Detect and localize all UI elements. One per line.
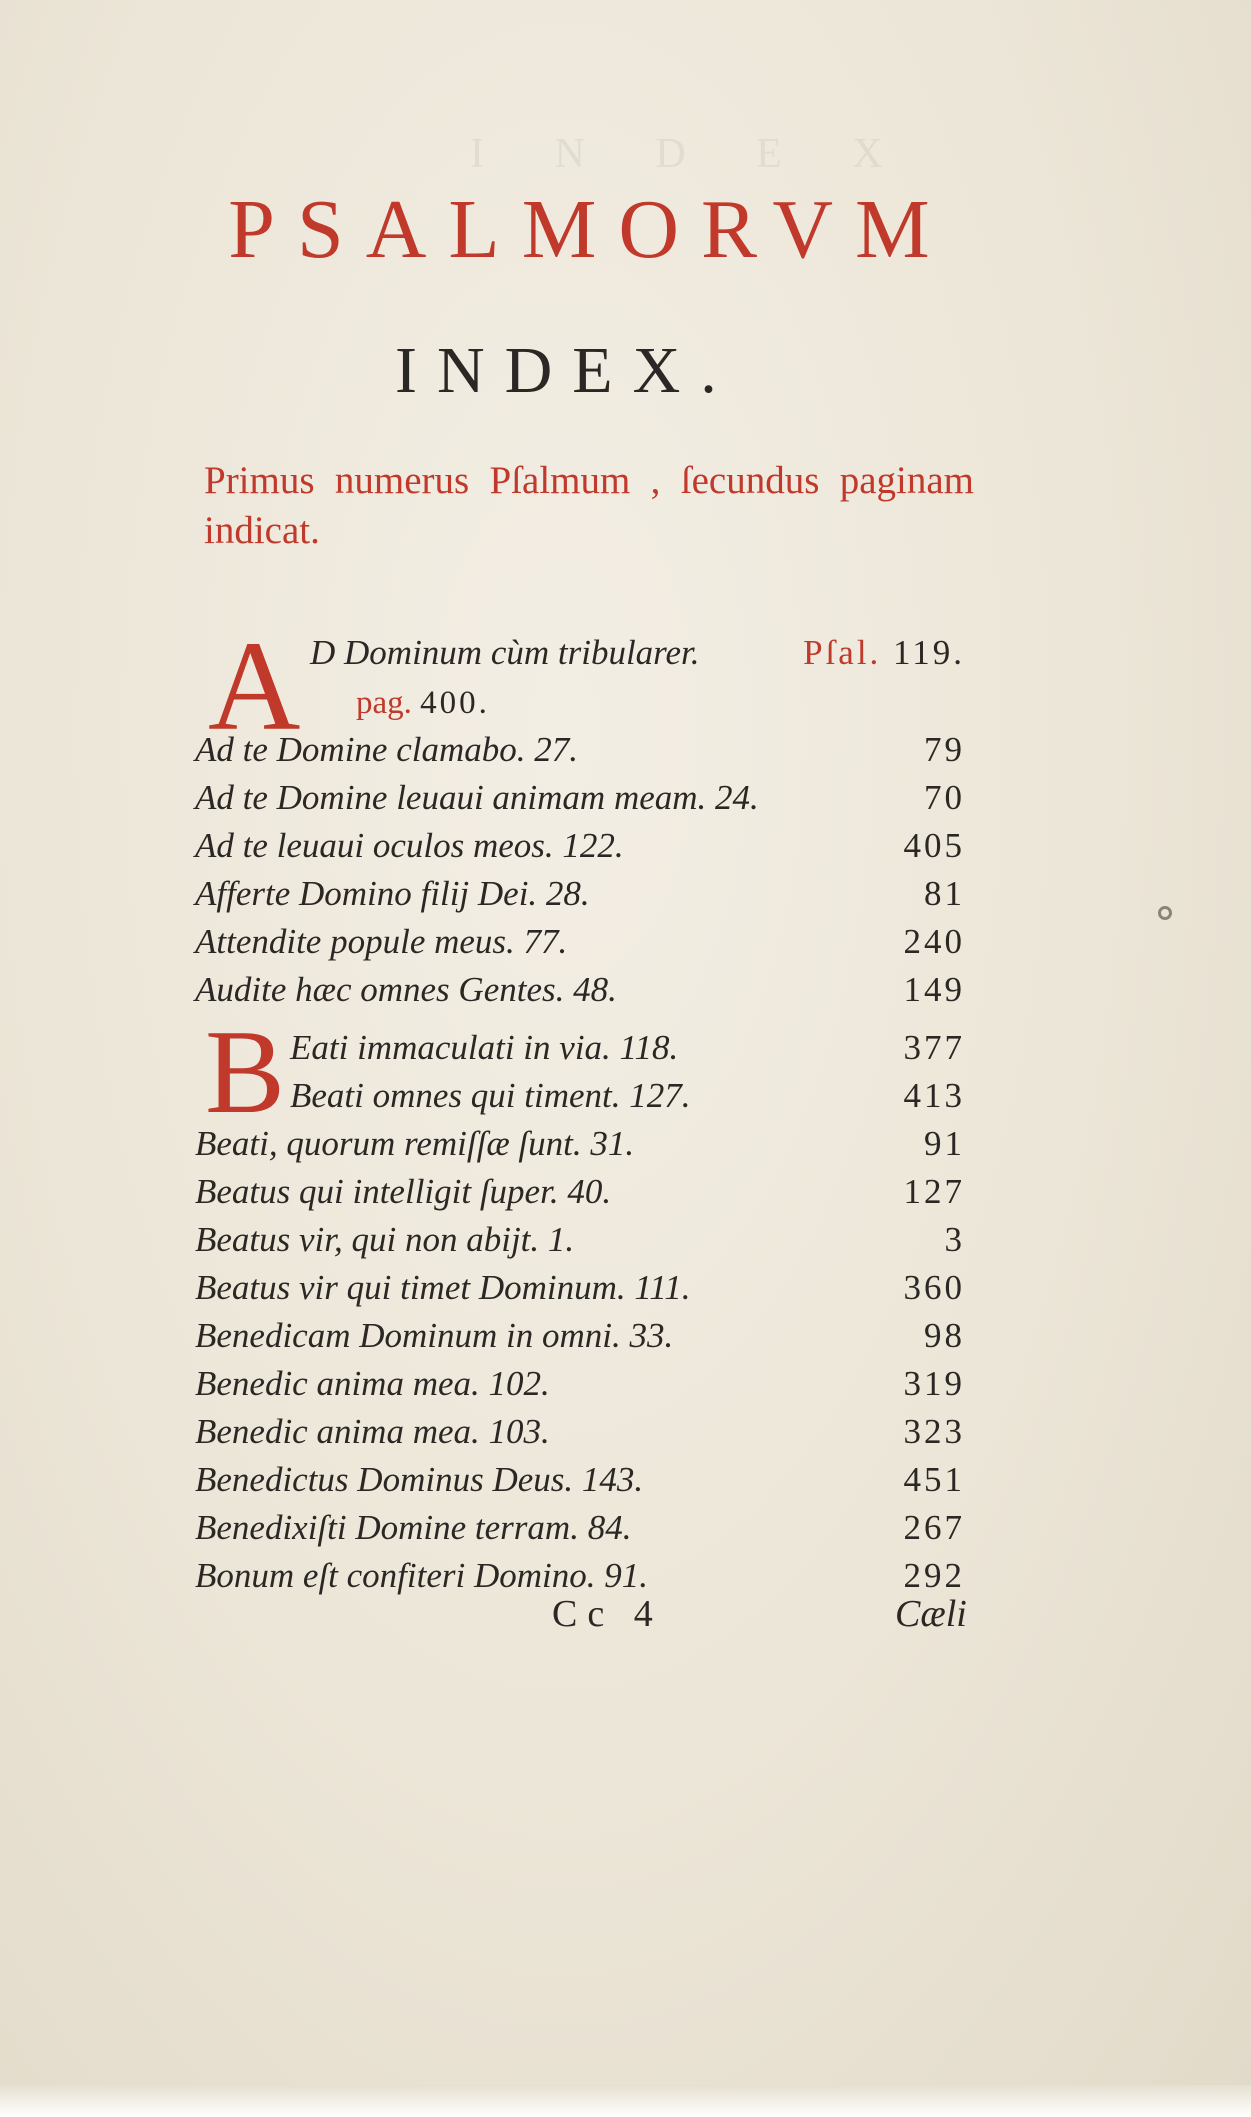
entry-title: Beati, quorum remiſſæ ſunt. 31. (195, 1124, 635, 1163)
intro-note: Primus numerus Pſalmum , ſecundus paginam indicat. (204, 459, 974, 552)
page-number: 405 (903, 826, 965, 865)
list-item (195, 1313, 965, 1359)
entry-title: Benedic anima mea. 102. (195, 1364, 550, 1403)
page-number: 127 (903, 1172, 965, 1211)
page-number: 413 (903, 1076, 965, 1115)
page-number: 377 (903, 1028, 965, 1067)
page-number: 292 (903, 1556, 965, 1595)
entry-title: Benedicam Dominum in omni. 33. (195, 1316, 674, 1355)
entry-title: Benedixiſti Domine terram. 84. (195, 1508, 632, 1547)
entry-title: Bonum eſt confiteri Domino. 91. (195, 1556, 649, 1595)
page-number: 149 (903, 970, 965, 1009)
entry-title: Ad te Domine clamabo. 27. (195, 730, 578, 769)
page-number: 3 (944, 1220, 965, 1259)
entry-title: Attendite popule meus. 77. (195, 922, 568, 961)
list-item (195, 727, 965, 773)
entry-title: Beatus vir qui timet Dominum. 111. (195, 1268, 691, 1307)
entry-title: Beatus vir, qui non abijt. 1. (195, 1220, 575, 1259)
entry-title: Beatus qui intelligit ſuper. 40. (195, 1172, 612, 1211)
list-item (195, 1169, 965, 1215)
signature-mark: Cc 4 (552, 1593, 663, 1635)
list-item (195, 775, 965, 821)
list-item (195, 919, 965, 965)
list-item (195, 1265, 965, 1311)
entry-title: Beati omnes qui timent. 127. (290, 1076, 691, 1115)
page-number: 98 (924, 1316, 965, 1355)
pag-label: pag. (356, 685, 412, 721)
page-number: 400. (420, 685, 490, 721)
entry-title: Ad te leuaui oculos meos. 122. (195, 826, 624, 865)
list-item (195, 1361, 965, 1407)
psalm-number: 119. (893, 633, 965, 672)
entry-page-line (356, 680, 490, 726)
psal-label: Pſal. (803, 633, 882, 672)
page-number: 360 (903, 1268, 965, 1307)
list-item (290, 1025, 965, 1071)
list-item (195, 1457, 965, 1503)
entry-title: Ad te Domine leuaui animam meam. 24. (195, 778, 759, 817)
entry-title: Afferte Domino filij Dei. 28. (195, 874, 590, 913)
page-number: 323 (903, 1412, 965, 1451)
page-subtitle: INDEX. (395, 334, 737, 407)
entry-psalm-ref (803, 630, 965, 676)
show-through-text: I N D E X (470, 131, 913, 177)
page-number: 79 (924, 730, 965, 769)
entry-title: D Dominum cùm tribularer. (310, 633, 700, 672)
drop-cap-a: A (208, 615, 301, 757)
page-number: 81 (924, 874, 965, 913)
page-bottom-edge (0, 2085, 1251, 2117)
page-number: 451 (903, 1460, 965, 1499)
entry-title: Benedic anima mea. 103. (195, 1412, 550, 1451)
page-number: 267 (903, 1508, 965, 1547)
page-number: 91 (924, 1124, 965, 1163)
list-item (195, 1121, 965, 1167)
list-item (195, 1217, 965, 1263)
list-item (310, 630, 965, 676)
page-number: 319 (903, 1364, 965, 1403)
list-item (195, 823, 965, 869)
page-number: 240 (903, 922, 965, 961)
drop-cap-b: B (205, 1005, 286, 1138)
entry-title: Benedictus Dominus Deus. 143. (195, 1460, 644, 1499)
list-item (195, 1505, 965, 1551)
page-number: 70 (924, 778, 965, 817)
list-item (195, 871, 965, 917)
list-item (195, 967, 965, 1013)
catchword: Cæli (895, 1593, 967, 1635)
entry-title: Eati immaculati in via. 118. (290, 1028, 679, 1067)
list-item (195, 1409, 965, 1455)
pinhole-mark (1158, 906, 1172, 920)
page-title: PSALMORVM (228, 183, 952, 276)
list-item (290, 1073, 965, 1119)
entry-title: Audite hæc omnes Gentes. 48. (195, 970, 617, 1009)
